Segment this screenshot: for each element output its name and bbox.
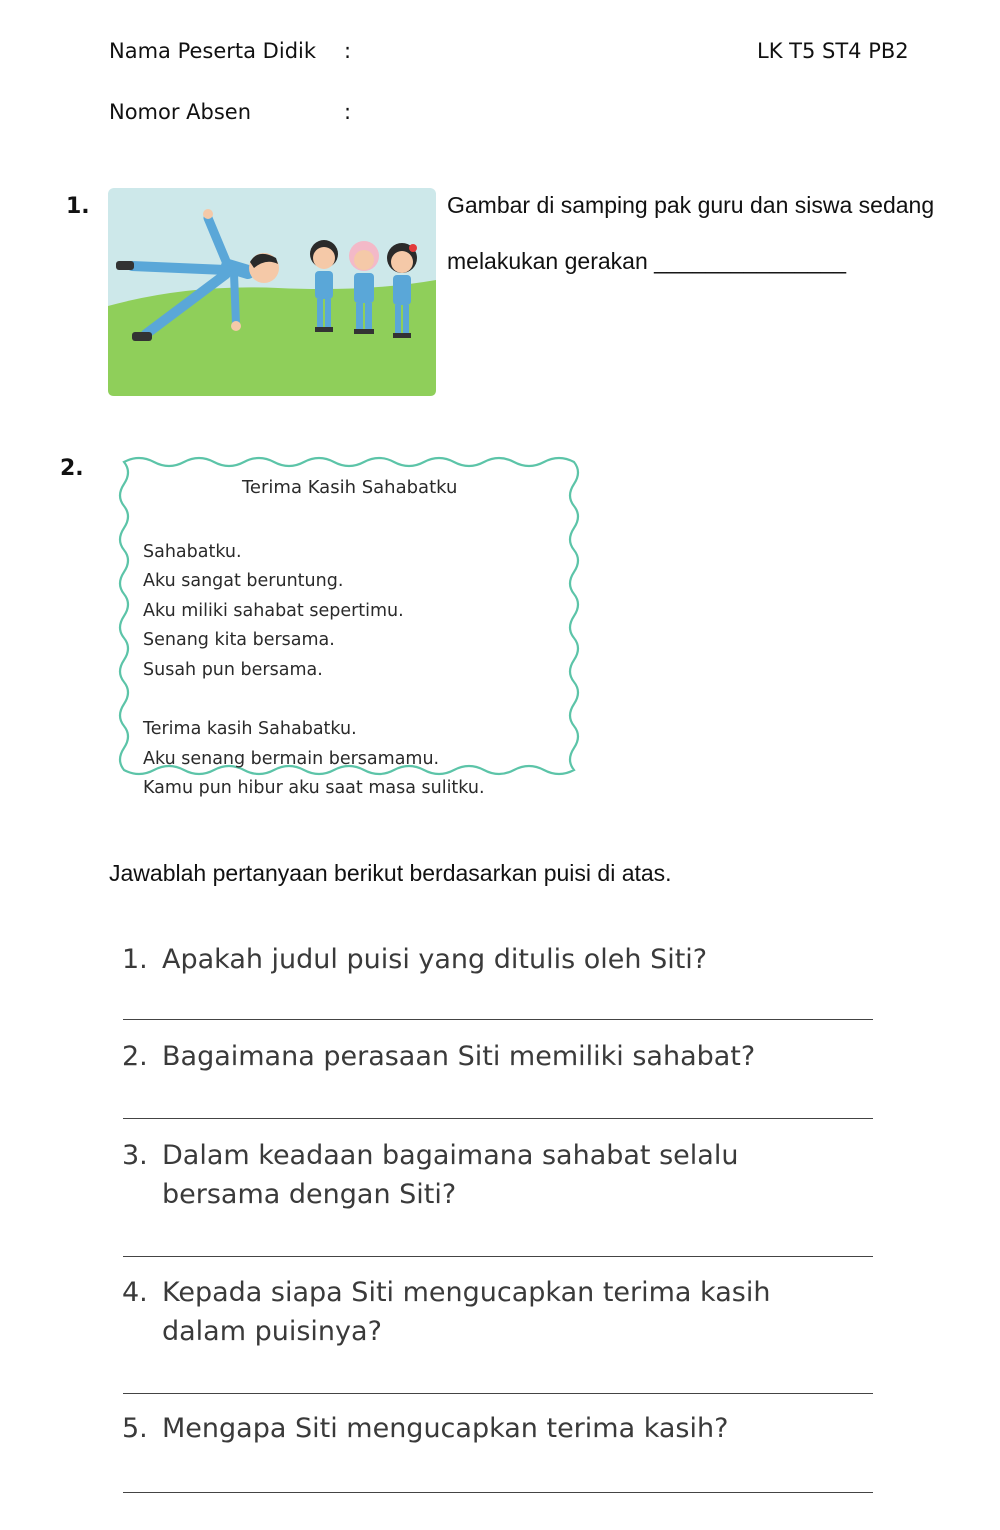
question-text: Bagaimana perasaan Siti memiliki sahabat? (162, 1041, 756, 1072)
instruction-text: Jawablah pertanyaan berikut berdasarkan puisi di atas. (109, 860, 672, 886)
answer-line-5[interactable] (123, 1492, 873, 1493)
question-number: 1. (122, 944, 148, 975)
poem-line: Aku senang bermain bersamamu. (143, 749, 440, 769)
worksheet-code: LK T5 ST4 PB2 (757, 39, 909, 63)
exercise-illustration (108, 188, 436, 396)
name-colon: : (344, 39, 352, 63)
poem-title: Terima Kasih Sahabatku (242, 477, 458, 498)
question-number: 2. (122, 1041, 148, 1072)
poem-line: Sahabatku. (143, 542, 242, 562)
question-text: Mengapa Siti mengucapkan terima kasih? (162, 1413, 729, 1444)
question-number: 4. (122, 1277, 148, 1308)
answer-line-4[interactable] (123, 1393, 873, 1394)
poem-line: Terima kasih Sahabatku. (143, 719, 357, 739)
absen-label: Nomor Absen (109, 100, 252, 124)
poem-line: Aku miliki sahabat sepertimu. (143, 601, 404, 621)
name-label: Nama Peserta Didik (109, 39, 317, 63)
poem-line: Kamu pun hibur aku saat masa sulitku. (143, 778, 485, 798)
item-number-1: 1. (66, 194, 90, 219)
question-number: 3. (122, 1140, 148, 1171)
question-text: Kepada siapa Siti mengucapkan terima kasih (162, 1277, 771, 1308)
answer-line-2[interactable] (123, 1118, 873, 1119)
question-text-continued: dalam puisinya? (162, 1316, 382, 1347)
grass-hill (108, 280, 436, 396)
question-text-continued: bersama dengan Siti? (162, 1179, 457, 1210)
question-text: Apakah judul puisi yang ditulis oleh Siti? (162, 944, 708, 975)
question-number: 5. (122, 1413, 148, 1444)
question-text: Dalam keadaan bagaimana sahabat selalu (162, 1140, 739, 1171)
item-number-2: 2. (60, 456, 84, 481)
q1-text-line-1: Gambar di samping pak guru dan siswa sedang (447, 192, 935, 218)
q1-text-line-2: melakukan gerakan _______________ (447, 248, 846, 274)
poem-line: Aku sangat beruntung. (143, 571, 344, 591)
poem-line: Senang kita bersama. (143, 630, 335, 650)
absen-colon: : (344, 100, 352, 124)
poem-line: Susah pun bersama. (143, 660, 323, 680)
answer-line-1[interactable] (123, 1019, 873, 1020)
answer-line-3[interactable] (123, 1256, 873, 1257)
